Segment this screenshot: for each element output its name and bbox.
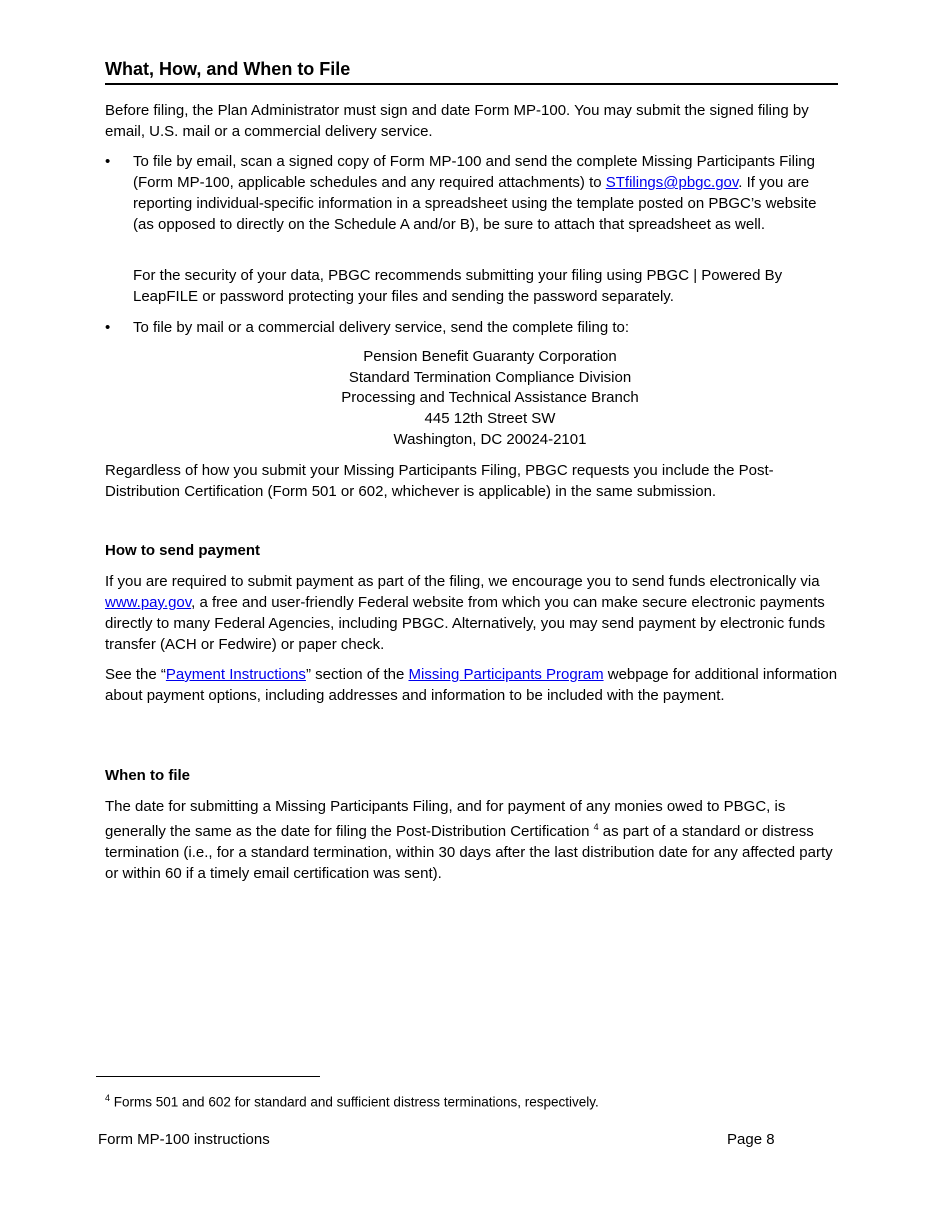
email-text-after: . If you are reporting individual-specific information in a spreadsheet using the template posted on PBGC’s website (as opposed to directly on the Schedule A and/or B), be sure to attach that spreadsheet as well. (133, 174, 817, 233)
section-heading: What, How, and When to File (105, 59, 838, 85)
when-subheading: When to file (105, 767, 190, 784)
section-text: ” section of the (305, 666, 409, 683)
email-instructions (133, 151, 833, 235)
payment-instructions-paragraph (105, 664, 838, 706)
address-line: Pension Benefit Guaranty Corporation (363, 348, 617, 365)
address-line: Standard Termination Compliance Division (348, 368, 632, 386)
mailing-address (290, 347, 690, 451)
intro-paragraph: Before filing, the Plan Administrator must sign and date Form MP-100. You may submit the signed filing by email, U.S. mail or a commercial delivery service. (105, 102, 809, 140)
webpage-text: webpage for additional information about payment options, including addresses and information to be included with the payment. (105, 666, 838, 704)
security-note: For the security of your data, PBGC recommends submitting your filing using PBGC | Powered By LeapFILE or password protecting your files and sending the password separately. (133, 267, 783, 305)
payment-paragraph (105, 571, 838, 655)
see-text: See the “ (105, 666, 166, 683)
footnote-divider (96, 1076, 320, 1077)
bullet-icon: • (105, 319, 111, 336)
footnote (105, 1093, 599, 1110)
payment-subheading: How to send payment (105, 542, 261, 559)
missing-participants-program-link[interactable]: Missing Participants Program (408, 666, 604, 683)
footnote-text: Forms 501 and 602 for standard and sufficient distress terminations, respectively. (110, 1094, 599, 1110)
bullet-icon: • (105, 153, 111, 170)
email-link[interactable]: STfilings@pbgc.gov (605, 174, 739, 191)
when-text-before: The date for submitting a Missing Participants Filing, and for payment of any monies owed to PBGC, is generally the same as the date for filing the Post-Distribution Certification (105, 798, 786, 840)
footnote-ref: 4 (593, 822, 599, 832)
email-text-before: To file by email, scan a signed copy of Form MP-100 and send the complete Missing Participants Filing (Form MP-100, applicable schedules and any required attachments) to (133, 153, 815, 191)
when-paragraph (105, 796, 838, 884)
payment-text-after: , a free and user-friendly Federal website from which you can make secure electronic payments directly to many Federal Agencies, including PBGC. Alternatively, you may send payment by electronic funds transfer (ACH or Fedwire) or paper check. (105, 594, 826, 653)
mail-instructions: To file by mail or a commercial delivery service, send the complete filing to: (133, 319, 630, 336)
footer-form-name: Form MP-100 instructions (98, 1131, 270, 1148)
footer-page-number: Page 8 (727, 1131, 775, 1148)
address-line: 445 12th Street SW (424, 410, 556, 428)
regardless-paragraph: Regardless of how you submit your Missing Participants Filing, PBGC requests you include the Post-Distribution Certification (Form 501 or 602, whichever is applicable) in the same submission. (105, 462, 774, 500)
address-line: Washington, DC 20024-2101 (393, 430, 587, 448)
when-text-after: as part of a standard or distress termination (i.e., for a standard termination, within 30 days after the last distribution date for any affected party or within 60 if a timely email certification was sent). (105, 823, 833, 882)
footnote-number: 4 (105, 1093, 111, 1103)
address-line: Processing and Technical Assistance Branch (341, 389, 639, 407)
payment-text-before: If you are required to submit payment as part of the filing, we encourage you to send funds electronically via (105, 573, 820, 590)
paygov-link[interactable]: www.pay.gov (105, 594, 192, 611)
payment-instructions-link[interactable]: Payment Instructions (165, 666, 306, 683)
